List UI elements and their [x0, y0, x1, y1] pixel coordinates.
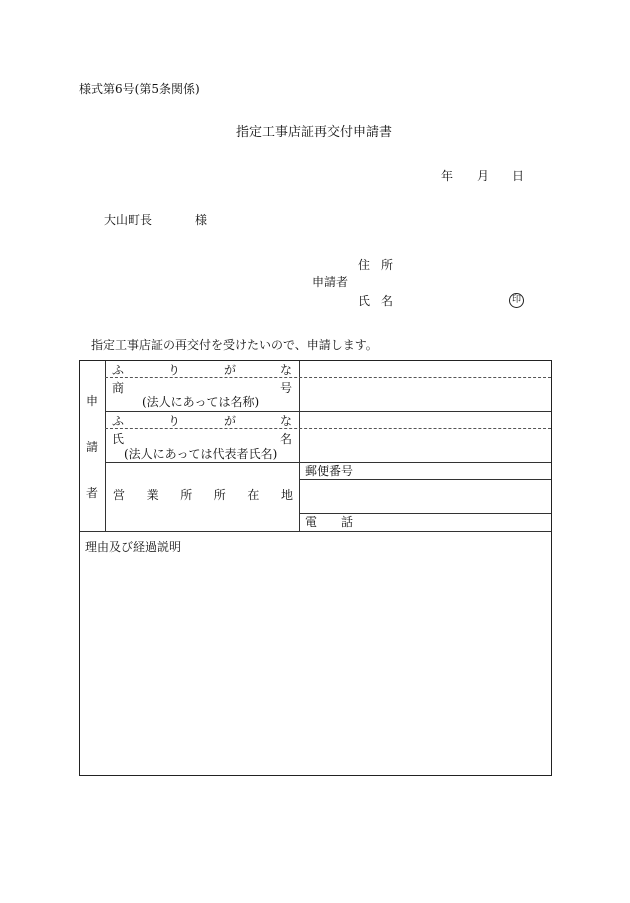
furigana-char: り — [167, 414, 180, 428]
person-name-char: 名 — [279, 432, 292, 446]
applicant-label: 申請者 — [312, 275, 349, 289]
furigana-label-1 — [112, 364, 292, 376]
office-location-char: 在 — [247, 488, 260, 502]
phone-char: 話 — [340, 515, 353, 529]
name-label-2: 名 — [381, 294, 394, 308]
person-name-note: (法人にあっては代表者氏名) — [124, 447, 278, 461]
trade-name-char: 号 — [279, 381, 292, 395]
person-name-label — [112, 433, 292, 445]
furigana-char: ふ — [112, 414, 125, 428]
furigana-char: り — [167, 363, 180, 377]
name-label-1: 氏 — [358, 294, 371, 308]
furigana-divider-2 — [105, 428, 551, 429]
document-title: 指定工事店証再交付申請書 — [236, 125, 393, 140]
addressee-honorific: 様 — [195, 213, 208, 227]
side-label-1: 申 — [86, 394, 99, 408]
furigana-label-2 — [112, 415, 292, 427]
trade-name-note: (法人にあっては名称) — [142, 395, 260, 409]
furigana-char: な — [279, 363, 292, 377]
reason-label: 理由及び経過説明 — [85, 540, 182, 554]
postal-code-label: 郵便番号 — [305, 464, 354, 478]
side-label-3: 者 — [86, 486, 99, 500]
phone-label — [305, 516, 353, 528]
addressee-name: 大山町長 — [104, 213, 153, 227]
trade-name-char: 商 — [112, 381, 125, 395]
postal-divider — [299, 479, 551, 480]
address-label-2: 所 — [381, 258, 394, 272]
side-label-2: 請 — [86, 440, 99, 454]
address-label-1: 住 — [358, 258, 371, 272]
date-year-label: 年 — [441, 169, 454, 183]
office-location-char: 業 — [146, 488, 159, 502]
furigana-divider-1 — [105, 377, 551, 378]
row-divider-2 — [105, 462, 551, 463]
applicant-section-bottom — [80, 531, 551, 532]
intro-text: 指定工事店証の再交付を受けたいので、申請します。 — [91, 338, 378, 352]
office-location-char: 営 — [113, 488, 126, 502]
phone-char: 電 — [305, 515, 318, 529]
application-table — [79, 360, 552, 776]
furigana-char: な — [279, 414, 292, 428]
date-day-label: 日 — [512, 169, 525, 183]
label-column-divider — [299, 361, 300, 531]
trade-name-label — [112, 382, 292, 394]
office-location-label — [113, 489, 293, 501]
seal-mark: 印 — [509, 293, 524, 308]
side-column-divider — [105, 361, 106, 531]
office-location-char: 所 — [213, 488, 226, 502]
office-location-char: 所 — [180, 488, 193, 502]
office-location-char: 地 — [280, 488, 293, 502]
date-month-label: 月 — [477, 169, 490, 183]
furigana-char: ふ — [112, 363, 125, 377]
furigana-char: が — [223, 363, 236, 377]
person-name-char: 氏 — [112, 432, 125, 446]
phone-divider — [299, 513, 551, 514]
row-divider-1 — [105, 411, 551, 412]
furigana-char: が — [223, 414, 236, 428]
form-number: 様式第6号(第5条関係) — [79, 82, 200, 96]
